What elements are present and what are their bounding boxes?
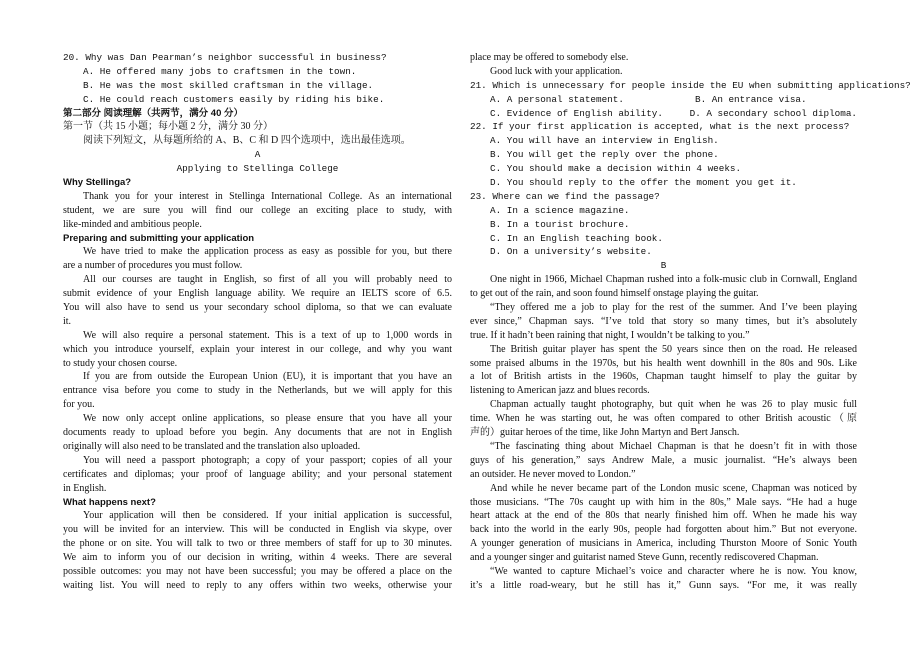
paragraph-line: an outsider. He never moved to London.” <box>470 468 636 480</box>
section-heading: Preparing and submitting your application <box>63 232 255 244</box>
answer-option: B. An entrance visa. <box>695 93 807 105</box>
answer-option: A. He offered many jobs to craftsmen in the town. <box>83 65 357 77</box>
answer-option: A. In a science magazine. <box>490 204 630 216</box>
paragraph-line: and a younger singer and guitarist named Steve Gunn, recently rediscovered Chapman. <box>470 552 819 564</box>
section-heading: Why Stellinga? <box>63 177 132 189</box>
paragraph-line: you will be invited for an interview. This will be conducted in English via skype, over <box>63 524 452 536</box>
paragraph-line: We will also require a personal statement. This is a text of up to 1,000 words in <box>83 329 452 341</box>
passage-title: B <box>660 260 667 272</box>
paragraph-line: those musicians. “The 70s caught up with him in the 80s,” Male says. “He had a huge <box>470 496 857 508</box>
right-column <box>470 51 911 593</box>
paragraph-line: time. When he was starting out, he was often compared to other British acoustic（原 <box>470 413 857 425</box>
answer-options <box>63 93 452 107</box>
paragraph-line: We have tried to make the application process as easy as possible for you, but there <box>83 246 452 258</box>
answer-option: D. You should reply to the offer the moment you get it. <box>490 177 797 189</box>
answer-options <box>470 232 857 246</box>
paragraph-line: like-minded and ambitious people. <box>63 218 202 230</box>
answer-options <box>470 107 857 121</box>
paragraph-line: the phone or on site. You will talk to two or three members of staff for up to 30 minutes. <box>63 538 452 550</box>
answer-options <box>63 65 452 79</box>
paragraph-line: which you introduce yourself, explain your interest in our college, and why you want <box>63 343 452 355</box>
answer-option: C. He could reach customers easily by riding his bike. <box>83 93 385 105</box>
answer-options <box>470 148 857 162</box>
left-column <box>63 51 452 593</box>
answer-option: A. A personal statement. <box>490 93 624 105</box>
answer-option: B. In a tourist brochure. <box>490 218 630 230</box>
paragraph-line: All our courses are taught in English, so first of all you will probably need to <box>83 274 452 286</box>
paragraph-line: true. If it hadn’t been raining that night, I wouldn’t be talking to you.” <box>470 329 750 341</box>
paragraph-line: 声的）guitar heroes of the time, like John Martyn and Bert Jansch. <box>470 427 740 439</box>
paragraph-line: “We wanted to capture Michael’s voice and character where he is now. You know, <box>490 565 857 577</box>
answer-options <box>470 176 857 190</box>
section-heading: What happens next? <box>63 496 156 508</box>
question-stem: 23. Where can we find the passage? <box>470 190 660 202</box>
paragraph-line: it’s a little road-weary, but he still has it,” Gunn says. “For me, it was really <box>470 579 857 591</box>
paragraph-line: a lot of British artists in the 1960s, Chapman taught himself to play the guitar by <box>470 371 857 383</box>
passage-title: Applying to Stellinga College <box>176 163 339 175</box>
paragraph-line: ever since,” Chapman says. “I’ve told that story so many times, but it’s absolutely <box>470 315 857 327</box>
paragraph-line: are a number of procedures you must follow. <box>63 260 243 272</box>
question-stem: 22. If your first application is accepted, what is the next process? <box>470 121 850 133</box>
paragraph-line: back into the world in the early 90s, people had forgotten about him.” But not everyone. <box>470 524 857 536</box>
paragraph-line: Your application will then be considered. If your initial application is successful, <box>83 510 452 522</box>
paragraph-line: You will need a passport photograph; a copy of your passport; copies of all your <box>83 454 452 466</box>
paragraph-line: If you are from outside the European Union (EU), it is important that you have an <box>83 371 452 383</box>
paragraph-line: And while he never became part of the London music scene, Chapman was noticed by <box>490 482 857 494</box>
paragraph-line: originally will also need to be translated and the translation also uploaded. <box>63 440 361 452</box>
paragraph-line: listening to American jazz and blues records. <box>470 385 650 397</box>
paragraph-line: certificates and diplomas; your proof of language ability; and your personal statement <box>63 468 452 480</box>
paragraph-line: We now only accept online applications, so please ensure that you have all your <box>83 413 452 425</box>
answer-option: B. You will get the reply over the phone. <box>490 149 719 161</box>
paragraph-line: in English. <box>63 482 107 494</box>
paragraph-line: Thank you for your interest in Stellinga International College. As an international <box>83 190 452 202</box>
paragraph-line: A younger generation of musicians in America, including Thurston Moore of Sonic Youth <box>470 538 857 550</box>
directions-text: 阅读下列短文，从每题所给的 A、B、C 和 D 四个选项中，选出最佳选项。 <box>83 135 411 147</box>
paragraph-line: some praised albums in the 1970s, but his health went downhill in the 80s and 90s. Like <box>470 357 857 369</box>
paragraph-line: entrance visa before you come to study in the Netherlands, but we will apply for this <box>63 385 452 397</box>
passage-title: A <box>254 149 261 161</box>
paragraph-line: waiting list. You will need to reply to any offers within two weeks, otherwise your <box>63 579 452 591</box>
section-heading: 第二部分 阅读理解（共两节，满分 40 分） <box>63 107 243 119</box>
paragraph-line: possible outcomes: you may not have been successful; you may be offered a place on the <box>63 565 452 577</box>
answer-options <box>470 204 857 218</box>
paragraph-line: it. <box>63 315 72 327</box>
paragraph-line: place may be offered to somebody else. <box>470 52 629 63</box>
paragraph-line: to study your chosen course. <box>63 357 178 369</box>
paragraph-line: for you. <box>63 399 95 411</box>
answer-options <box>470 218 857 232</box>
paragraph-line: One night in 1966, Michael Chapman rushed into a folk-music club in Cornwall, England <box>490 274 857 286</box>
answer-option: B. He was the most skilled craftsman in the village. <box>83 79 374 91</box>
paragraph-line: Good luck with your application. <box>490 65 623 77</box>
answer-option: D. A secondary school diploma. <box>689 107 857 119</box>
answer-options <box>470 134 857 148</box>
paragraph-line: “They offered me a job to play for the rest of the summer. And I’ve been playing <box>490 302 857 314</box>
answer-option: C. You should make a decision within 4 weeks. <box>490 163 742 175</box>
question-stem: 21. Which is unnecessary for people inside the EU when submitting applications? <box>470 79 911 91</box>
answer-option: A. You will have an interview in English. <box>490 135 719 147</box>
section-instruction: 第一节（共 15 小题；每小题 2 分，满分 30 分） <box>63 121 273 133</box>
answer-options <box>470 162 857 176</box>
paragraph-line: The British guitar player has spent the 50 years since then on the road. He released <box>490 343 857 355</box>
paragraph-line: heart attack at the end of the 80s that nearly finished him off. When he made his way <box>470 510 857 522</box>
paragraph-line: to get out of the rain, and soon found himself onstage playing the guitar. <box>470 288 759 300</box>
paragraph-line: submit evidence of your English language ability. We require an IELTS score of 6.5. <box>63 288 452 300</box>
answer-options <box>470 245 857 259</box>
paragraph-line: documents ready to upload before you begin. Any documents that are not in English <box>63 427 452 439</box>
paragraph-line: Chapman actually taught photography, but quit when he was 26 to play music full <box>490 399 857 411</box>
paragraph-line: student, we are sure you will find our college an exciting place to study, with <box>63 204 452 216</box>
question-stem: 20. Why was Dan Pearman’s neighbor successful in business? <box>63 52 387 63</box>
answer-options <box>470 93 857 107</box>
answer-options <box>63 79 452 93</box>
paragraph-line: “The fascinating thing about Michael Chapman is that he doesn’t fit in with those <box>490 440 857 452</box>
answer-option: D. On a university’s website. <box>490 246 652 258</box>
paragraph-line: We aim to inform you of our decision in writing, within 4 weeks. There are several <box>63 552 452 564</box>
paragraph-line: guys of his generation,” says Andrew Male, a music journalist. “He’s always been <box>470 454 857 466</box>
answer-option: C. Evidence of English ability. <box>490 107 663 119</box>
paragraph-line: You will also have to send us your secondary school diploma, so that we can evaluate <box>63 302 452 314</box>
answer-option: C. In an English teaching book. <box>490 232 663 244</box>
